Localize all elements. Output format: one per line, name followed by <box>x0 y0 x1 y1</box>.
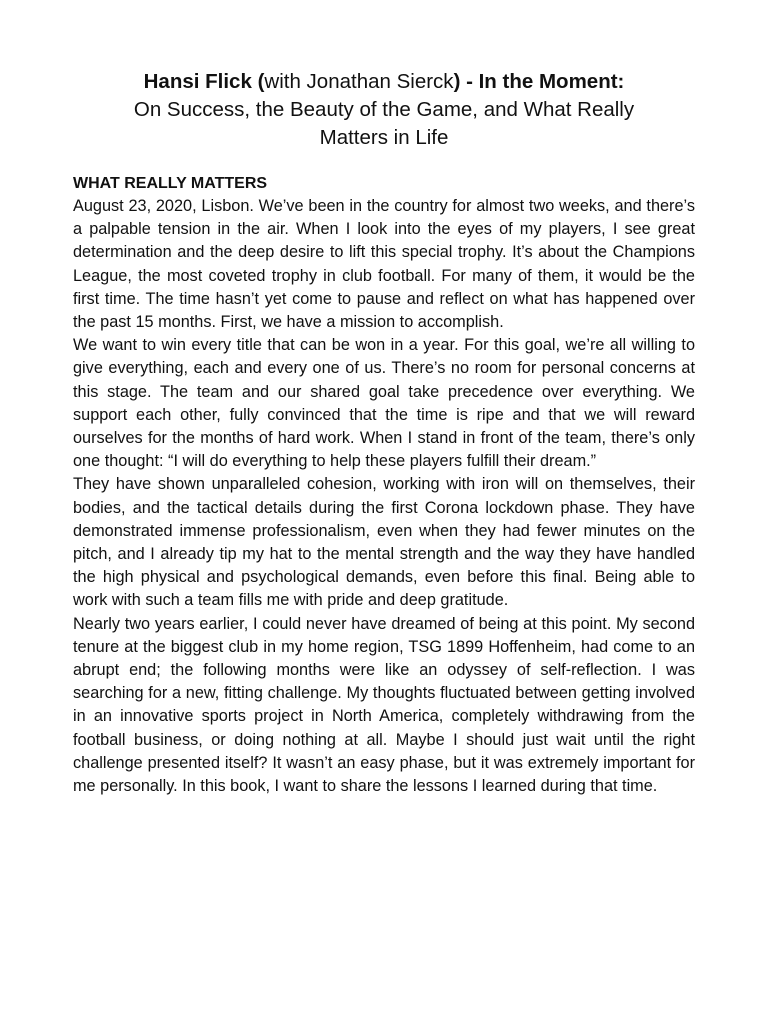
title-line-1 <box>73 68 695 96</box>
title-separator: ) - <box>453 70 479 93</box>
subtitle-line-2: Matters in Life <box>319 126 449 149</box>
paragraph-3: They have shown unparalleled cohesion, working with iron will on themselves, their bodies, and the tactical details during the first Corona lockdown phase. They have demonstrated immense professionalism, even when they had fewer minutes on the pitch, and I already tip my hat to the mental strength and the way they have handled the high physical and psychological demands, even before this final. Being able to work with such a team fills me with pride and deep gratitude. <box>73 475 695 610</box>
paragraph-4: Nearly two years earlier, I could never have dreamed of being at this point. My second tenure at the biggest club in my home region, TSG 1899 Hoffenheim, had come to an abrupt end; the following months were like an odyssey of self-reflection. I was searching for a new, fitting challenge. My thoughts fluctuated between getting involved in an innovative sports project in North America, completely withdrawing from the football business, or doing nothing at all. Maybe I should just wait until the right challenge presented itself? It wasn’t an easy phase, but it was extremely important for me personally. In this book, I want to share the lessons I learned during that time. <box>73 614 695 796</box>
section-heading: WHAT REALLY MATTERS <box>73 175 268 192</box>
book-title: In the Moment: <box>478 70 625 93</box>
paragraph-1: August 23, 2020, Lisbon. We’ve been in the country for almost two weeks, and there’s a palpable tension in the air. When I look into the eyes of my players, I see great determination and the deep desire to lift this special trophy. It’s about the Champions League, the most coveted trophy in club football. For many of them, it would be the first time. The time hasn’t yet come to pause and reflect on what has happened over the past 15 months. First, we have a mission to accomplish. <box>73 197 695 332</box>
title-paren-open: ( <box>251 70 265 93</box>
paragraph-2: We want to win every title that can be won in a year. For this goal, we’re all willing to give everything, each and every one of us. There’s no room for personal concerns at this stage. The team and our shared goal take precedence over everything. We support each other, fully convinced that the time is ripe and that we will reward ourselves for the months of hard work. When I stand in front of the team, there’s only one thought: “I will do everything to help these players fulfill their dream.” <box>73 336 695 471</box>
coauthor-name: with Jonathan Sierck <box>264 70 454 93</box>
author-name: Hansi Flick <box>143 70 252 93</box>
subtitle-line-1: On Success, the Beauty of the Game, and What Really <box>133 98 635 121</box>
title-block <box>73 68 695 152</box>
document-page <box>73 68 695 798</box>
